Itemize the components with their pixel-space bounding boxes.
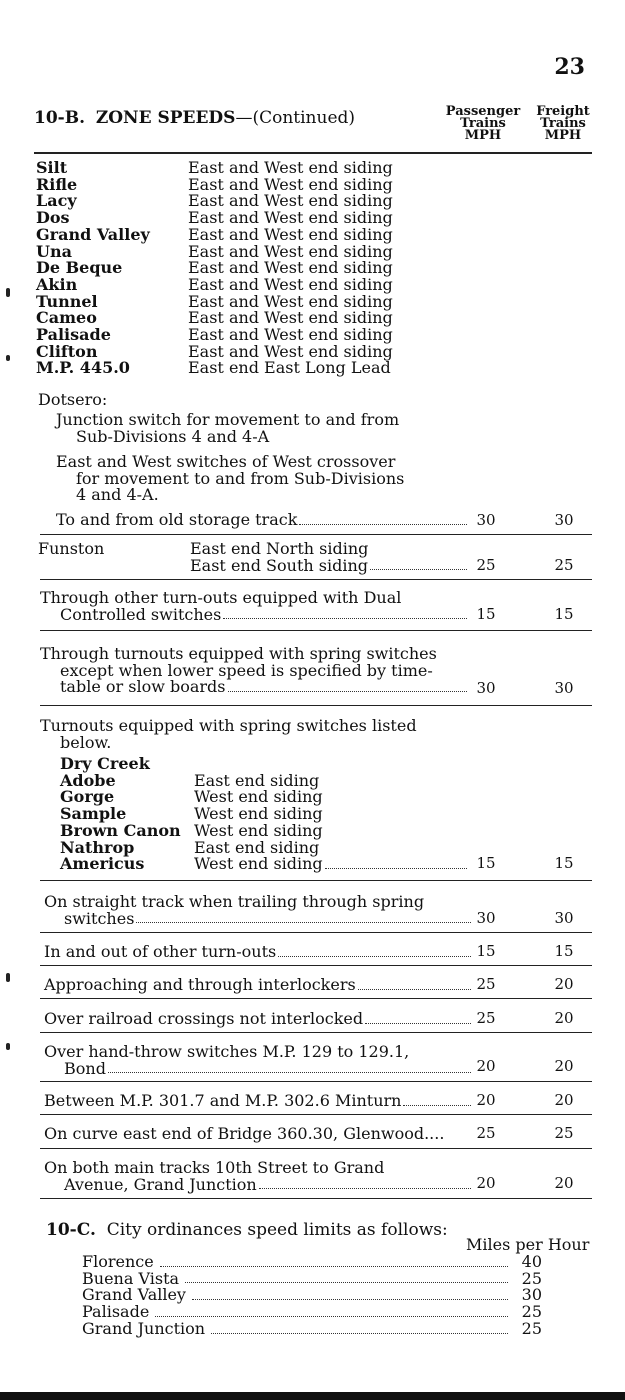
list-item: Grand Valley 30 [82,1285,542,1305]
list-item: M.P. 445.0 East end East Long Lead [36,358,391,378]
list-item: Adobe East end siding [60,770,320,790]
spring-turnouts-rule: Through turnouts equipped with spring switches except when lower speed is specified by time- table or slow boards [40,646,470,696]
rule-glenwood: On curve east end of Bridge 360.30, Glenwood.... [44,1124,445,1143]
divider [40,1114,592,1115]
listed-turnouts-freight: 15 [554,854,574,872]
header-rule [34,152,592,154]
rule-minturn-freight: 20 [554,1091,574,1109]
funston-detail: East end North siding East end South siding [190,541,470,574]
dotsero-junction: Junction switch for movement to and from Sub-Divisions 4 and 4-A [56,410,400,446]
rule-grand-junction-passenger: 20 [476,1174,496,1192]
city-unit-header: Miles per Hour [466,1235,590,1254]
section-continued: —(Continued) [235,108,356,128]
margin-mark [6,1043,10,1050]
list-item: Florence 40 [82,1252,542,1271]
list-item: Grand Valley East and West end siding [36,224,393,244]
list-item: Tunnel East and West end siding [36,291,393,311]
list-item: Una East and West end siding [36,241,393,261]
rule-minturn: Between M.P. 301.7 and M.P. 302.6 Minturn [44,1093,474,1110]
rule-trailing-spring: On straight track when trailing through spring switches [44,894,474,927]
freight-column-header: Freight Trains MPH [536,104,590,143]
dual-controlled-freight: 15 [554,605,574,623]
divider [40,932,592,933]
list-item: Lacy East and West end siding [36,191,393,211]
spring-turnouts-freight: 30 [554,679,574,697]
funston-freight: 25 [554,556,574,574]
list-item: Dos East and West end siding [36,208,393,228]
list-item: Cameo East and West end siding [36,308,393,328]
listed-turnouts-stations [60,756,470,873]
rule-trailing-spring-freight: 30 [554,909,574,927]
rule-crossings: Over railroad crossings not interlocked [44,1011,474,1028]
rule-hand-throw: Over hand-throw switches M.P. 129 to 129.1, Bond [44,1044,474,1077]
city-ordinances-title: 10-C. City ordinances speed limits as follows: [46,1220,448,1240]
rule-minturn-passenger: 20 [476,1091,496,1109]
divider [40,705,592,706]
section-code: 10-B. [34,108,85,128]
listed-turnouts-heading: Turnouts equipped with spring switches listed below. [40,716,417,752]
list-item: De Beque East and West end siding [36,258,393,278]
rule-other-turnouts: In and out of other turn-outs [44,944,474,961]
rule-hand-throw-passenger: 20 [476,1057,496,1075]
section-title-text: ZONE SPEEDS [95,108,236,128]
margin-mark [6,973,10,982]
station-list [36,160,393,377]
dual-controlled-rule: Through other turn-outs equipped with Dual Controlled switches [40,590,470,623]
divider [40,880,592,881]
dotsero-crossover: East and West switches of West crossover for movement to and from Sub-Divisions 4 and 4-A. [56,452,405,505]
list-item: Akin East and West end siding [36,274,393,294]
list-item: Silt East and West end siding [36,158,393,177]
rule-glenwood-freight: 25 [554,1124,574,1142]
city-limit-list [82,1254,542,1338]
list-item: Palisade 25 [82,1302,542,1322]
list-item: Rifle East and West end siding [36,174,393,194]
rule-crossings-passenger: 25 [476,1009,496,1027]
list-item: Americus West end siding [60,856,470,873]
list-item: Palisade East and West end siding [36,325,393,345]
divider [40,1148,592,1149]
divider [40,965,592,966]
scan-edge-bar [0,1392,625,1400]
list-item: Brown Canon West end siding [60,820,323,840]
rule-interlockers-passenger: 25 [476,975,496,993]
dotsero-storage-passenger: 30 [476,511,496,529]
page-number: 23 [554,54,585,80]
list-item: Nathrop East end siding [60,837,320,857]
funston-name: Funston [38,539,105,558]
dotsero-storage: To and from old storage track [56,512,470,529]
divider [40,1081,592,1082]
rule-glenwood-passenger: 25 [476,1124,496,1142]
section-title [34,108,355,128]
list-item: Grand Junction 25 [82,1318,542,1338]
rule-trailing-spring-passenger: 30 [476,909,496,927]
rule-interlockers: Approaching and through interlockers [44,977,474,994]
divider [40,998,592,999]
margin-mark [6,355,10,361]
rule-other-turnouts-passenger: 15 [476,942,496,960]
margin-mark [6,288,10,297]
dotsero-storage-freight: 30 [554,511,574,529]
rule-grand-junction-freight: 20 [554,1174,574,1192]
rule-crossings-freight: 20 [554,1009,574,1027]
list-item: Buena Vista 25 [82,1268,542,1288]
list-item: Clifton East and West end siding [36,341,393,361]
passenger-column-header: Passenger Trains MPH [445,104,521,143]
divider [40,579,592,580]
spring-turnouts-passenger: 30 [476,679,496,697]
list-item: Gorge West end siding [60,787,323,807]
divider [40,534,592,535]
divider [40,630,592,631]
funston-passenger: 25 [476,556,496,574]
divider [40,1198,592,1199]
dotsero-heading: Dotsero: [38,390,108,409]
rule-interlockers-freight: 20 [554,975,574,993]
list-item: Sample West end siding [60,804,323,824]
divider [40,1032,592,1033]
rule-hand-throw-freight: 20 [554,1057,574,1075]
rule-grand-junction: On both main tracks 10th Street to Grand Avenue, Grand Junction [44,1160,474,1193]
dual-controlled-passenger: 15 [476,605,496,623]
list-item: Dry Creek [60,754,150,773]
listed-turnouts-passenger: 15 [476,854,496,872]
rule-other-turnouts-freight: 15 [554,942,574,960]
